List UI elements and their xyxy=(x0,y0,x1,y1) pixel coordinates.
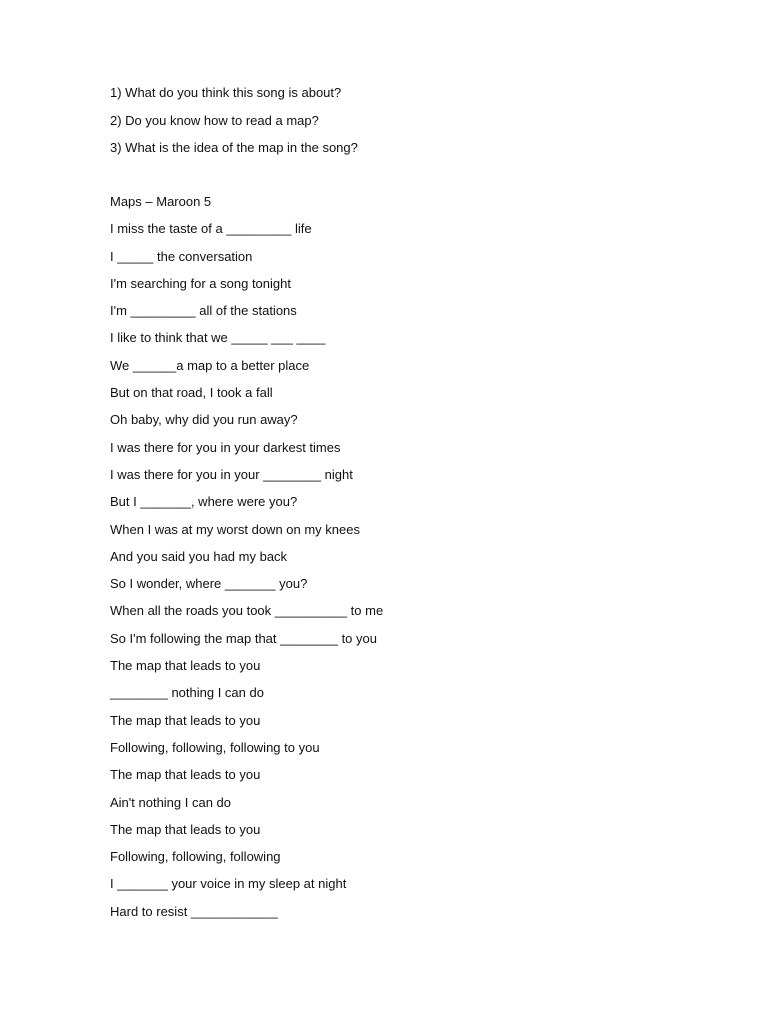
lyric-line: ________ nothing I can do xyxy=(110,685,264,701)
song-title: Maps – Maroon 5 xyxy=(110,194,212,209)
discussion-questions xyxy=(110,85,358,168)
question-1: 1) What do you think this song is about? xyxy=(110,85,342,100)
lyric-line: Hard to resist ____________ xyxy=(110,903,278,919)
question-2: 2) Do you know how to read a map? xyxy=(110,112,319,128)
lyric-line: And you said you had my back xyxy=(110,548,288,564)
lyric-line: But I _______, where were you? xyxy=(110,494,298,510)
lyric-line: So I'm following the map that ________ to you xyxy=(110,630,377,646)
lyric-line: We ______a map to a better place xyxy=(110,357,310,373)
lyric-line: I _____ the conversation xyxy=(110,248,253,264)
lyric-line: When I was at my worst down on my knees xyxy=(110,521,360,537)
lyric-line: The map that leads to you xyxy=(110,712,261,728)
lyric-line: I _______ your voice in my sleep at night xyxy=(110,876,347,892)
question-3: 3) What is the idea of the map in the song? xyxy=(110,140,358,155)
lyric-line: I'm _________ all of the stations xyxy=(110,303,297,319)
lyric-line: I was there for you in your ________ night xyxy=(110,466,353,482)
lyric-line: But on that road, I took a fall xyxy=(110,385,273,401)
lyric-line: I'm searching for a song tonight xyxy=(110,275,291,291)
lyric-line: Following, following, following to you xyxy=(110,739,320,755)
lyric-line: Oh baby, why did you run away? xyxy=(110,412,298,428)
lyric-line: When all the roads you took __________ to me xyxy=(110,603,384,619)
lyric-line: The map that leads to you xyxy=(110,658,261,674)
lyric-line: I miss the taste of a _________ life xyxy=(110,221,312,237)
lyric-line: The map that leads to you xyxy=(110,821,261,837)
lyrics-section xyxy=(110,194,383,931)
lyric-line: Ain't nothing I can do xyxy=(110,794,232,810)
lyric-line: Following, following, following xyxy=(110,849,281,865)
lyric-line: I like to think that we _____ ___ ____ xyxy=(110,330,326,346)
lyrics-list xyxy=(110,221,383,919)
lyric-line: So I wonder, where _______ you? xyxy=(110,576,308,592)
lyric-line: I was there for you in your darkest times xyxy=(110,439,341,455)
lyric-line: The map that leads to you xyxy=(110,767,261,783)
